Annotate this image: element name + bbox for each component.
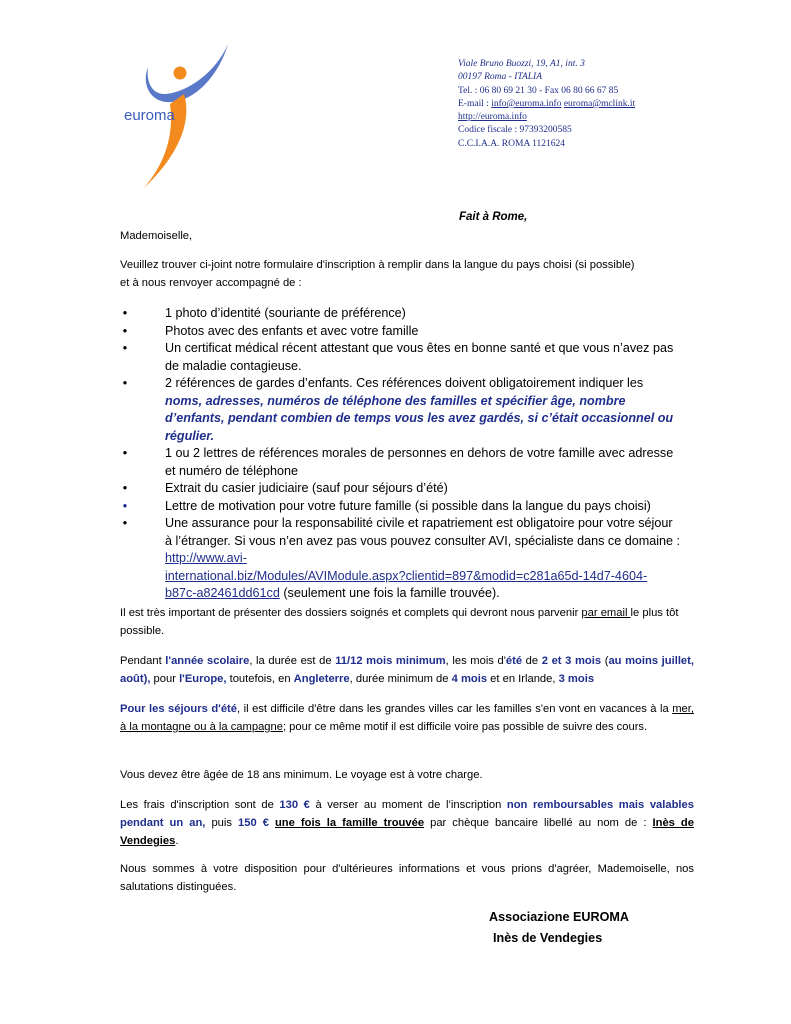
fees-name: Inès de Vendegies xyxy=(120,817,694,847)
signature-org: Associazione EUROMA xyxy=(489,910,629,924)
email-link-info[interactable]: info@euroma.info xyxy=(491,98,562,109)
school-b5: au moins juillet, août), xyxy=(120,655,694,685)
school-t4: de xyxy=(522,655,542,667)
school-b8: 4 mois xyxy=(451,673,488,685)
euroma-logo-text: euroma xyxy=(124,107,175,124)
fees-b3: 150 € xyxy=(238,817,269,829)
list-item xyxy=(120,498,680,516)
salutation: Mademoiselle, xyxy=(120,230,193,242)
item-insurance-end: (seulement une fois la famille trouvée). xyxy=(279,586,500,600)
school-t2: , la durée est de xyxy=(249,655,336,667)
place-line: Fait à Rome, xyxy=(459,211,528,223)
intro-line-2: et à nous renvoyer accompagné de : xyxy=(120,277,302,289)
bullet: • xyxy=(122,446,128,460)
school-t9: et en Irlande, xyxy=(487,673,559,685)
school-year-paragraph xyxy=(120,652,694,688)
summer-t2: ; pour ce même motif il est difficile voire pas possible de suivre des cours. xyxy=(282,721,648,733)
summer-paragraph xyxy=(120,700,694,736)
school-b1: l'année scolaire xyxy=(165,655,250,667)
bullet: • xyxy=(122,481,128,495)
summer-u1: mer, à la montagne ou à la campagne xyxy=(120,703,694,733)
bullet: • xyxy=(122,516,128,530)
signature-name: Inès de Vendegies xyxy=(493,931,603,945)
fees-t3: puis xyxy=(205,817,238,829)
avi-link-part-1: http://www.avi- xyxy=(165,551,247,565)
fees-bu: une fois la famille trouvée xyxy=(274,817,425,829)
bullet: • xyxy=(122,376,128,390)
letterhead-address xyxy=(458,58,635,151)
requirements-list xyxy=(120,305,680,603)
school-b7: Angleterre xyxy=(293,673,350,685)
closing-paragraph: Nous sommes à votre disposition pour d'ultérieures informations et vous prions d'agréer, Mademoiselle, nos salutations distinguées. xyxy=(120,863,694,893)
phone-fax: Tel. : 06 80 69 21 30 - Fax 06 80 66 67 85 xyxy=(458,85,619,96)
fees-paragraph xyxy=(120,796,694,850)
school-t7: toutefois, en xyxy=(226,673,294,685)
fees-t6: . xyxy=(175,835,179,847)
list-item xyxy=(120,515,680,603)
school-t6: pour xyxy=(150,673,180,685)
school-t5: ( xyxy=(601,655,609,667)
school-t3: , les mois d' xyxy=(445,655,506,667)
fiscal-code: Codice fiscale : 97393200585 xyxy=(458,125,572,136)
fees-b1: 130 € xyxy=(279,799,310,811)
bullet: • xyxy=(122,498,128,513)
list-item xyxy=(120,375,680,445)
item-criminal-record: Extrait du casier judiciaire (sauf pour séjours d’été) xyxy=(165,481,448,495)
important-text-2: le plus tôt possible. xyxy=(120,607,679,637)
school-b6: l'Europe, xyxy=(179,673,227,685)
item-photos: Photos avec des enfants et avec votre famille xyxy=(165,323,419,338)
item-references: 2 références de gardes d’enfants. Ces références doivent obligatoirement indiquer les xyxy=(165,376,644,390)
important-paragraph xyxy=(120,604,694,640)
website-link[interactable]: http://euroma.info xyxy=(458,112,527,123)
by-email: par email xyxy=(581,607,631,619)
list-item xyxy=(120,340,680,375)
fees-t2: à verser au moment de l’inscription xyxy=(309,799,507,811)
intro-paragraph xyxy=(120,256,694,292)
item-insurance: Une assurance pour la responsabilité civile et rapatriement est obligatoire pour votre séjour à l’étranger. Si vous n’en avez pas vous pouvez consulter AVI, spécialiste dans ce domaine : xyxy=(165,516,681,548)
item-references-emphasis: noms, adresses, numéros de téléphone des familles et spécifier âge, nombre d’enfants, pendant combien de temps vous les avez gardés, si c’était occasionnel ou régulier. xyxy=(165,393,674,443)
list-item xyxy=(120,480,680,498)
important-text-1: Il est très important de présenter des dossiers soignés et complets qui devront nous parvenir xyxy=(120,607,582,619)
list-item xyxy=(120,323,680,341)
bullet: • xyxy=(122,323,128,338)
list-item xyxy=(120,445,680,480)
avi-link-part-2: international.biz/Modules/AVIModule.aspx?clientid=897&modid=c281a65d-14d7-4604- xyxy=(165,568,648,583)
fees-b2: non remboursables mais valables pendant un an, xyxy=(120,799,694,829)
item-certificate: Un certificat médical récent attestant que vous êtes en bonne santé et que vous n’avez pas de maladie contagieuse. xyxy=(165,341,674,373)
bullet: • xyxy=(122,306,128,320)
school-b4: 2 et 3 mois xyxy=(541,655,602,667)
address-line-1: Viale Bruno Buozzi, 19, A1, int. 3 xyxy=(458,59,585,69)
intro-line-1: Veuillez trouver ci-joint notre formulaire d'inscription à remplir dans la langue du pays choisi (si possible) xyxy=(120,259,635,271)
euroma-logo xyxy=(118,42,233,190)
bullet: • xyxy=(122,341,128,355)
avi-link-part-3: b87c-a82461dd61cd xyxy=(165,586,280,600)
school-b3: été xyxy=(505,655,523,667)
fees-t5: par chèque bancaire libellé au nom de : xyxy=(424,817,653,829)
item-motivation: Lettre de motivation pour votre future famille (si possible dans la langue du pays choisi) xyxy=(165,498,651,513)
school-t8: , durée minimum de xyxy=(349,673,452,685)
age-paragraph: Vous devez être âgée de 18 ans minimum. Le voyage est à votre charge. xyxy=(120,769,483,781)
euroma-logo-graphic xyxy=(118,42,233,190)
school-t1: Pendant xyxy=(120,655,166,667)
item-photo: 1 photo d’identité (souriante de préférence) xyxy=(165,306,406,320)
fees-t1: Les frais d'inscription sont de xyxy=(120,799,280,811)
school-b2: 11/12 mois minimum xyxy=(335,655,446,667)
email-link-mclink[interactable]: euroma@mclink.it xyxy=(563,98,636,109)
summer-b1: Pour les séjours d'été xyxy=(120,703,237,715)
cciaa-number: C.C.I.A.A. ROMA 1121624 xyxy=(458,138,566,149)
address-line-2: 00197 Roma - ITALIA xyxy=(458,72,542,83)
item-letters: 1 ou 2 lettres de références morales de personnes en dehors de votre famille avec adresse et numéro de téléphone xyxy=(165,446,674,478)
school-b9: 3 mois xyxy=(558,673,595,685)
summer-t1: , il est difficile d'être dans les grandes villes car les familles s'en vont en vacances à la xyxy=(237,703,673,715)
email-line xyxy=(458,98,635,111)
list-item xyxy=(120,305,680,323)
email-label: E-mail : xyxy=(458,98,492,109)
